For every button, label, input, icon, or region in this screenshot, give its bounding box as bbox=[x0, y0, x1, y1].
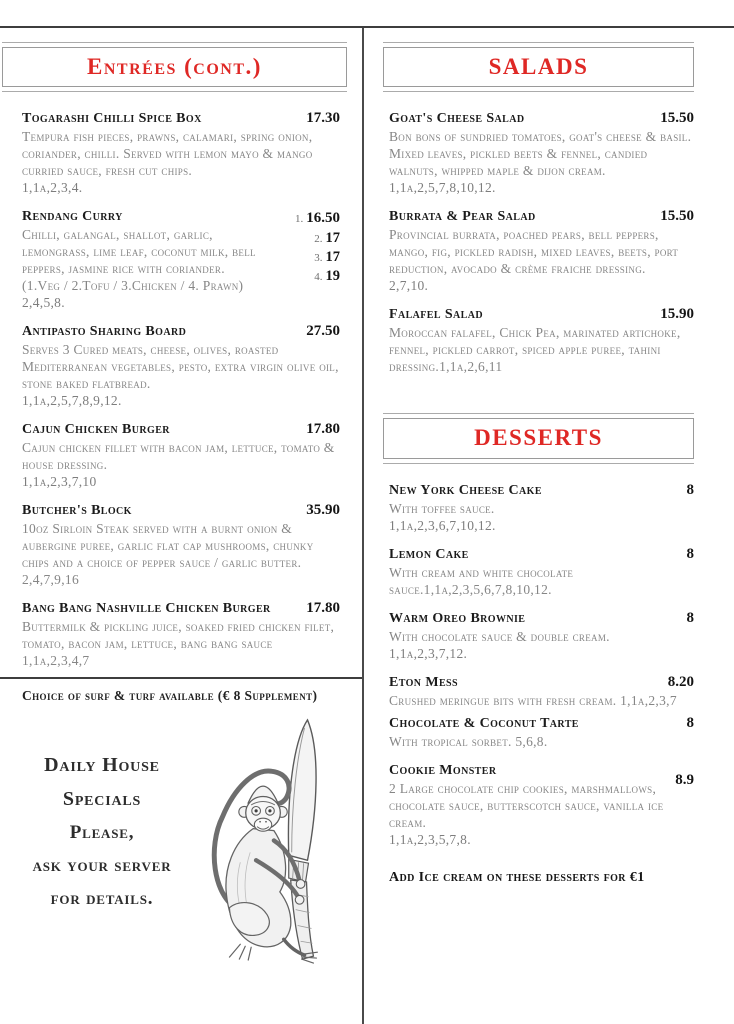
divider bbox=[383, 413, 694, 414]
item-price: 8 bbox=[686, 545, 694, 562]
item-allergens: 1,1a,2,3,6,7,10,12. bbox=[389, 517, 496, 533]
item-description: With toffee sauce. bbox=[389, 500, 495, 516]
item-name: Chocolate & Coconut Tarte bbox=[389, 715, 579, 731]
menu-item bbox=[22, 110, 340, 196]
menu-item bbox=[389, 208, 694, 294]
divider bbox=[383, 42, 694, 43]
item-name: Goat's Cheese Salad bbox=[389, 111, 525, 127]
item-price: 8 bbox=[686, 609, 694, 626]
item-price: 35.90 bbox=[306, 502, 340, 519]
item-description: Provincial burrata, poached pears, bell peppers, mango, fig, pickled radish, mixed leaves, beets, port reduction, avocado & crème fraiche dressing. bbox=[389, 227, 679, 277]
item-name: Burrata & Pear Salad bbox=[389, 209, 536, 225]
divider bbox=[2, 42, 347, 43]
section-header-box bbox=[2, 47, 347, 87]
section-header-box bbox=[383, 47, 694, 87]
specials-line: for details. bbox=[50, 888, 154, 910]
item-name: Warm Oreo Brownie bbox=[389, 610, 526, 626]
variant-index: 3. bbox=[314, 251, 323, 264]
daily-specials-text bbox=[0, 748, 196, 915]
menu-columns bbox=[0, 28, 734, 1024]
item-description: With cream and white chocolate sauce.1,1a,2,3,5,6,7,8,10,12. bbox=[389, 564, 574, 597]
menu-item bbox=[389, 482, 694, 534]
menu-item bbox=[389, 762, 694, 848]
item-allergens: 1,1a,2,3,4. bbox=[22, 180, 83, 196]
item-name: Togarashi Chilli Spice Box bbox=[22, 111, 202, 127]
specials-line: ask your server bbox=[32, 855, 172, 877]
item-description: Chilli, galangal, shallot, garlic, lemongrass, lime leaf, coconut milk, bell peppers, jasmine rice with coriander. bbox=[22, 227, 256, 277]
item-name: Butcher's Block bbox=[22, 503, 132, 519]
menu-item bbox=[389, 306, 694, 375]
item-allergens: 1,1a,2,5,7,8,9,12. bbox=[22, 393, 122, 409]
item-price: 8.20 bbox=[667, 673, 694, 690]
item-allergens: 1,1a,2,5,7,8,10,12. bbox=[389, 180, 496, 196]
section-header-desserts bbox=[383, 413, 694, 463]
section-header-salads bbox=[383, 42, 694, 92]
item-name: New York Cheese Cake bbox=[389, 482, 542, 498]
menu-item bbox=[22, 502, 340, 588]
item-name: Rendang Curry bbox=[22, 209, 123, 225]
section-header-box bbox=[383, 418, 694, 458]
ice-cream-note: Add Ice cream on these desserts for €1 bbox=[389, 869, 645, 885]
item-price: 15.50 bbox=[660, 208, 694, 225]
item-allergens: 1,1a,2,3,7,12. bbox=[389, 645, 468, 661]
desserts-items bbox=[364, 482, 734, 848]
item-description: Moroccan falafel, Chick Pea, marinated artichoke, fennel, pickled carrot, spiced apple puree, tahini dressing.1,1a,2,6,11 bbox=[389, 325, 681, 375]
item-price: 17.30 bbox=[306, 110, 340, 127]
variant-index: 4. bbox=[314, 270, 323, 283]
item-price: 8.9 bbox=[675, 771, 694, 788]
divider bbox=[2, 91, 347, 92]
menu-item bbox=[22, 421, 340, 490]
item-variants: (1.Veg / 2.Tofu / 3.Chicken / 4. Prawn) bbox=[22, 278, 244, 294]
item-price: 15.90 bbox=[660, 306, 694, 323]
menu-item bbox=[22, 323, 340, 409]
item-price: 17.80 bbox=[306, 421, 340, 438]
menu-item bbox=[389, 546, 694, 598]
item-description: Bon bons of sundried tomatoes, goat's cheese & basil. Mixed leaves, pickled beets & fennel, candied walnuts, whipped maple & dijon cream. bbox=[389, 129, 692, 179]
item-price: 16.50 bbox=[306, 210, 340, 227]
variant-index: 2. bbox=[314, 232, 323, 245]
item-description: Buttermilk & pickling juice, soaked fried chicken filet, tomato, bacon jam, lettuce, bang bang sauce 1,1a,2,3,4,7 bbox=[22, 619, 335, 669]
item-price: 27.50 bbox=[306, 323, 340, 340]
item-price: 19 bbox=[325, 267, 340, 284]
menu-item bbox=[389, 674, 694, 709]
item-description: Tempura fish pieces, prawns, calamari, spring onion, coriander, chilli. Served with lemon mayo & mango curried sauce, fresh cut chips. bbox=[22, 129, 313, 179]
item-description: With chocolate sauce & double cream. bbox=[389, 628, 610, 644]
item-name: Antipasto Sharing Board bbox=[22, 324, 187, 340]
item-price-variants bbox=[284, 208, 340, 311]
divider bbox=[383, 463, 694, 464]
menu-item bbox=[389, 110, 694, 196]
item-name: Lemon Cake bbox=[389, 546, 469, 562]
item-name: Falafel Salad bbox=[389, 307, 483, 323]
specials-line: Please, bbox=[69, 822, 135, 844]
salads-items bbox=[364, 110, 734, 375]
section-title-entrees: Entrées (cont.) bbox=[87, 54, 262, 79]
right-column bbox=[364, 28, 734, 1024]
item-description: 2 Large chocolate chip cookies, marshmallows, chocolate sauce, butterscotch sauce, vanilla ice cream. bbox=[389, 780, 664, 830]
monkey-with-knife-illustration bbox=[196, 714, 336, 971]
item-price: 17.80 bbox=[306, 600, 340, 617]
item-name: Bang Bang Nashville Chicken Burger bbox=[22, 601, 271, 617]
price-variant-row bbox=[284, 209, 340, 228]
item-allergens: 1,1a,2,3,5,7,8. bbox=[389, 831, 471, 847]
entrees-items bbox=[0, 110, 362, 669]
item-allergens: 2,4,5,8. bbox=[22, 295, 65, 311]
divider bbox=[383, 91, 694, 92]
surf-turf-note: Choice of surf & turf available (€ 8 Supplement) bbox=[22, 688, 318, 704]
item-price: 17 bbox=[325, 248, 340, 265]
menu-item bbox=[389, 715, 694, 750]
price-variant-row bbox=[284, 267, 340, 286]
daily-specials bbox=[0, 712, 362, 971]
menu-item bbox=[22, 600, 340, 669]
item-description: 10oz Sirloin Steak served with a burnt onion & aubergine puree, garlic flat cap mushrooms, chunky chips and a choice of pepper sauce / garlic butter. 2,4,7,9,16 bbox=[22, 521, 314, 588]
item-name: Eton Mess bbox=[389, 674, 458, 690]
menu-item bbox=[389, 610, 694, 662]
item-description: With tropical sorbet. 5,6,8. bbox=[389, 733, 548, 749]
item-allergens: 1,1a,2,3,7,10 bbox=[22, 474, 97, 490]
variant-index: 1. bbox=[295, 213, 304, 226]
item-price: 15.50 bbox=[660, 110, 694, 127]
section-header-entrees bbox=[2, 42, 347, 92]
menu-item bbox=[22, 208, 340, 311]
item-description: Cajun chicken fillet with bacon jam, lettuce, tomato & house dressing. bbox=[22, 440, 335, 473]
left-column bbox=[0, 28, 364, 1024]
price-variant-row bbox=[284, 248, 340, 267]
price-variant-row bbox=[284, 229, 340, 248]
item-price: 8 bbox=[686, 714, 694, 731]
item-price: 8 bbox=[686, 481, 694, 498]
item-name: Cajun Chicken Burger bbox=[22, 422, 170, 438]
item-price: 17 bbox=[325, 229, 340, 246]
item-description: Serves 3 Cured meats, cheese, olives, roasted Mediterranean vegetables, pesto, extra virgin olive oil, stone baked flatbread. bbox=[22, 342, 339, 392]
item-description: Crushed meringue bits with fresh cream. 1,1a,2,3,7 bbox=[389, 692, 677, 708]
specials-line: Daily House Specials bbox=[44, 754, 160, 811]
item-name: Cookie Monster bbox=[389, 762, 497, 778]
section-title-desserts: DESSERTS bbox=[474, 425, 603, 451]
item-allergens: 2,7,10. bbox=[389, 278, 429, 294]
section-title-salads: SALADS bbox=[488, 54, 589, 79]
